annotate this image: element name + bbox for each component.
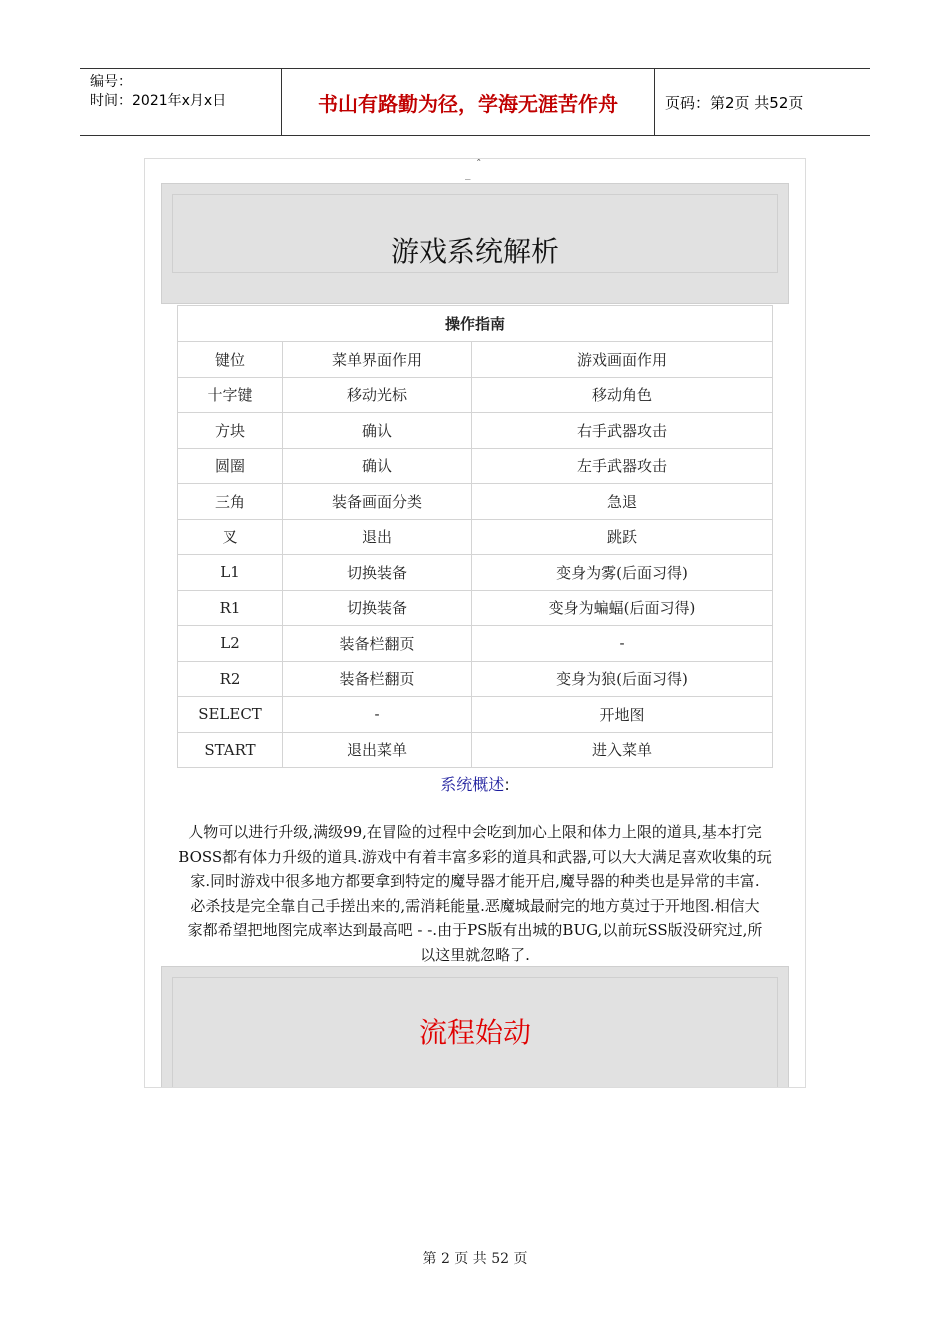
game-action-cell: 变身为蝙蝠(后面习得) bbox=[472, 590, 773, 626]
section-title-system: 游戏系统解析 bbox=[390, 235, 559, 268]
section-title-walkthrough: 流程始动 bbox=[418, 1016, 531, 1049]
game-action-cell: 左手武器攻击 bbox=[472, 448, 773, 484]
overview-line: 人物可以进行升级,满级99,在冒险的过程中会吃到加心上限和体力上限的道具,基本打完 bbox=[188, 823, 762, 841]
overview-heading bbox=[0, 772, 950, 795]
table-row bbox=[178, 697, 773, 733]
number-label: 编号： bbox=[90, 74, 132, 90]
section-banner-walkthrough bbox=[161, 966, 789, 1087]
key-cell: L2 bbox=[178, 626, 283, 662]
controls-table bbox=[177, 305, 773, 768]
game-action-cell: 右手武器攻击 bbox=[472, 413, 773, 449]
menu-action-cell: 装备画面分类 bbox=[283, 484, 472, 520]
table-row bbox=[178, 626, 773, 662]
table-row bbox=[178, 448, 773, 484]
table-row bbox=[178, 555, 773, 591]
menu-action-cell: 退出 bbox=[283, 519, 472, 555]
game-action-cell: 变身为狼(后面习得) bbox=[472, 661, 773, 697]
key-cell: L1 bbox=[178, 555, 283, 591]
menu-action-cell: 切换装备 bbox=[283, 555, 472, 591]
menu-action-cell: 确认 bbox=[283, 448, 472, 484]
table-row bbox=[178, 413, 773, 449]
menu-action-cell: - bbox=[283, 697, 472, 733]
header-page-info: 页码：第2页 共52页 bbox=[665, 93, 804, 112]
menu-action-cell: 移动光标 bbox=[283, 377, 472, 413]
key-cell: R1 bbox=[178, 590, 283, 626]
game-action-cell: 进入菜单 bbox=[472, 732, 773, 768]
table-row bbox=[178, 484, 773, 520]
overview-title: 系统概述 bbox=[440, 775, 505, 794]
key-cell: 叉 bbox=[178, 519, 283, 555]
menu-action-cell: 装备栏翻页 bbox=[283, 626, 472, 662]
table-row bbox=[178, 519, 773, 555]
table-header-row bbox=[178, 342, 773, 378]
header-meta bbox=[80, 69, 282, 135]
overview-line: 家都希望把地图完成率达到最高吧 - -.由于PS版有出城的BUG,以前玩SS版没研究过,所 bbox=[187, 921, 763, 940]
document-header bbox=[80, 68, 870, 136]
overview-line: BOSS都有体力升级的道具.游戏中有着丰富多彩的道具和武器,可以大大满足喜欢收集的玩 bbox=[178, 847, 772, 866]
key-cell: 十字键 bbox=[178, 377, 283, 413]
header-cell-game: 游戏画面作用 bbox=[472, 342, 773, 378]
menu-action-cell: 装备栏翻页 bbox=[283, 661, 472, 697]
top-marks bbox=[465, 160, 482, 178]
game-action-cell: 移动角色 bbox=[472, 377, 773, 413]
overview-line: 必杀技是完全靠自己手搓出来的,需消耗能量.恶魔城最耐完的地方莫过于开地图.相信大 bbox=[190, 896, 760, 915]
mark-underscore: _ bbox=[465, 167, 471, 180]
table-row bbox=[178, 590, 773, 626]
game-action-cell: 开地图 bbox=[472, 697, 773, 733]
game-action-cell: 跳跃 bbox=[472, 519, 773, 555]
section-banner-system bbox=[161, 183, 789, 304]
key-cell: R2 bbox=[178, 661, 283, 697]
overview-line: 家.同时游戏中很多地方都要拿到特定的魔导器才能开启,魔导器的种类也是异常的丰富. bbox=[190, 872, 760, 891]
menu-action-cell: 切换装备 bbox=[283, 590, 472, 626]
overview-paragraph bbox=[144, 820, 806, 968]
menu-action-cell: 退出菜单 bbox=[283, 732, 472, 768]
table-caption: 操作指南 bbox=[178, 306, 773, 342]
overview-line: 以这里就忽略了. bbox=[420, 945, 530, 964]
key-cell: 圆圈 bbox=[178, 448, 283, 484]
key-cell: SELECT bbox=[178, 697, 283, 733]
menu-action-cell: 确认 bbox=[283, 413, 472, 449]
time-label: 时间：2021年x月x日 bbox=[90, 93, 227, 109]
page-footer: 第 2 页 共 52 页 bbox=[422, 1251, 528, 1267]
header-cell-menu: 菜单界面作用 bbox=[283, 342, 472, 378]
game-action-cell: 变身为雾(后面习得) bbox=[472, 555, 773, 591]
table-row bbox=[178, 661, 773, 697]
table-row bbox=[178, 732, 773, 768]
key-cell: 方块 bbox=[178, 413, 283, 449]
key-cell: 三角 bbox=[178, 484, 283, 520]
header-motto: 书山有路勤为径，学海无涯苦作舟 bbox=[282, 69, 655, 135]
key-cell: START bbox=[178, 732, 283, 768]
header-cell-key: 键位 bbox=[178, 342, 283, 378]
mark-caret: ˆ bbox=[476, 158, 482, 171]
table-row bbox=[178, 377, 773, 413]
game-action-cell: 急退 bbox=[472, 484, 773, 520]
overview-colon: : bbox=[504, 775, 510, 794]
game-action-cell: - bbox=[472, 626, 773, 662]
